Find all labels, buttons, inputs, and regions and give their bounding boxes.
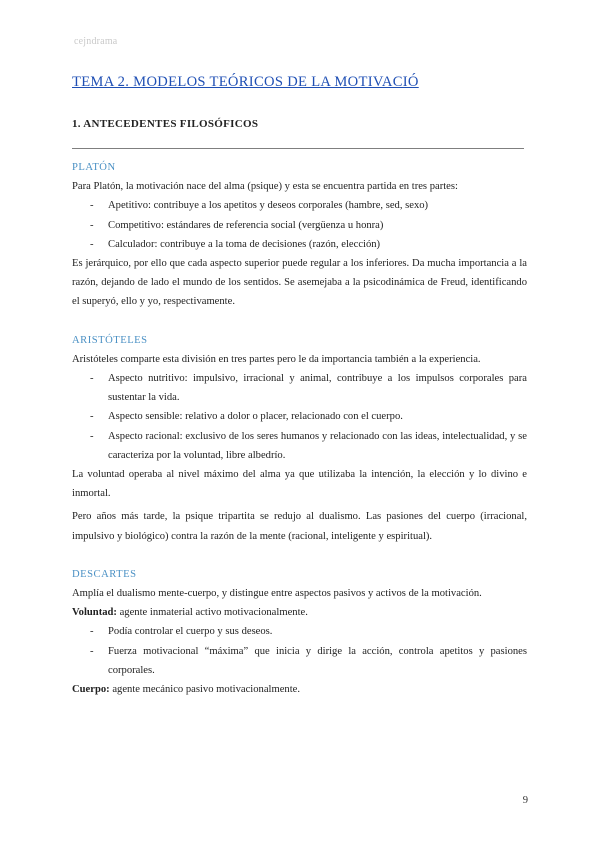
descartes-heading: DESCARTES xyxy=(72,568,137,580)
page-header: cejndrama xyxy=(74,36,118,47)
aristoteles-intro: Aristóteles comparte esta división en tres partes pero le da importancia también a la experiencia. xyxy=(72,353,481,365)
list-item: - Aspecto sensible: relativo a dolor o placer, relacionado con el cuerpo. xyxy=(72,407,527,426)
platon-heading: PLATÓN xyxy=(72,162,116,173)
list-item: - Aspecto racional: exclusivo de los seres humanos y relacionado con las ideas, intelectualidad, y se caracteriza por la voluntad, libre albedrío. xyxy=(72,427,527,465)
voluntad-label: Voluntad: xyxy=(72,607,117,619)
page-number: 9 xyxy=(522,795,528,806)
list-item: - Aspecto nutritivo: impulsivo, irracional y animal, contribuye a los impulsos corporales para sustentar la vida. xyxy=(72,369,527,407)
platon-list xyxy=(72,196,527,254)
document-body xyxy=(72,158,527,699)
descartes-intro: Amplía el dualismo mente-cuerpo, y distingue entre aspectos pasivos y activos de la motivación. xyxy=(72,588,482,600)
cuerpo-definition xyxy=(72,680,527,699)
section-heading: 1. ANTECEDENTES FILOSÓFICOS xyxy=(72,118,259,130)
list-item: - Apetitivo: contribuye a los apetitos y deseos corporales (hambre, sed, sexo) xyxy=(72,196,527,215)
list-item: - Podía controlar el cuerpo y sus deseos. xyxy=(72,622,527,641)
aristoteles-list xyxy=(72,369,527,465)
section-divider xyxy=(72,148,524,149)
spacer xyxy=(72,312,527,331)
spacer xyxy=(72,546,527,565)
platon-paragraph: Es jerárquico, por ello que cada aspecto superior puede regular a los inferiores. Da mucha importancia a la razón, dejando de lado el mundo de los sentidos. Se asemejaba a la psicodinámica de Freud, identificando el superyó, ello y yo, respectivamente. xyxy=(72,258,527,308)
page-title: TEMA 2. MODELOS TEÓRICOS DE LA MOTIVACIÓ xyxy=(72,74,419,90)
aristoteles-paragraph-voluntad: La voluntad operaba al nivel máximo del alma ya que utilizaba la intención, la elección y lo divino e inmortal. xyxy=(72,469,527,500)
platon-intro: Para Platón, la motivación nace del alma (psique) y esta se encuentra partida en tres partes: xyxy=(72,181,458,193)
list-item: - Competitivo: estándares de referencia social (vergüenza u honra) xyxy=(72,216,527,235)
list-item: - Calculador: contribuye a la toma de decisiones (razón, elección) xyxy=(72,235,527,254)
cuerpo-text: agente mecánico pasivo motivacionalmente. xyxy=(109,684,300,696)
voluntad-text: agente inmaterial activo motivacionalmente. xyxy=(116,607,308,619)
voluntad-definition xyxy=(72,603,527,622)
cuerpo-label: Cuerpo: xyxy=(72,684,110,696)
aristoteles-paragraph-dualismo: Pero años más tarde, la psique tripartita se redujo al dualismo. Las pasiones del cuerpo (irracional, impulsivo y biológico) contra la razón de la mente (racional, inteligente y espiritual). xyxy=(72,511,527,542)
aristoteles-heading: ARISTÓTELES xyxy=(72,334,148,346)
list-item: - Fuerza motivacional “máxima” que inicia y dirige la acción, controla apetitos y pasiones corporales. xyxy=(72,642,527,680)
descartes-list xyxy=(72,622,527,680)
